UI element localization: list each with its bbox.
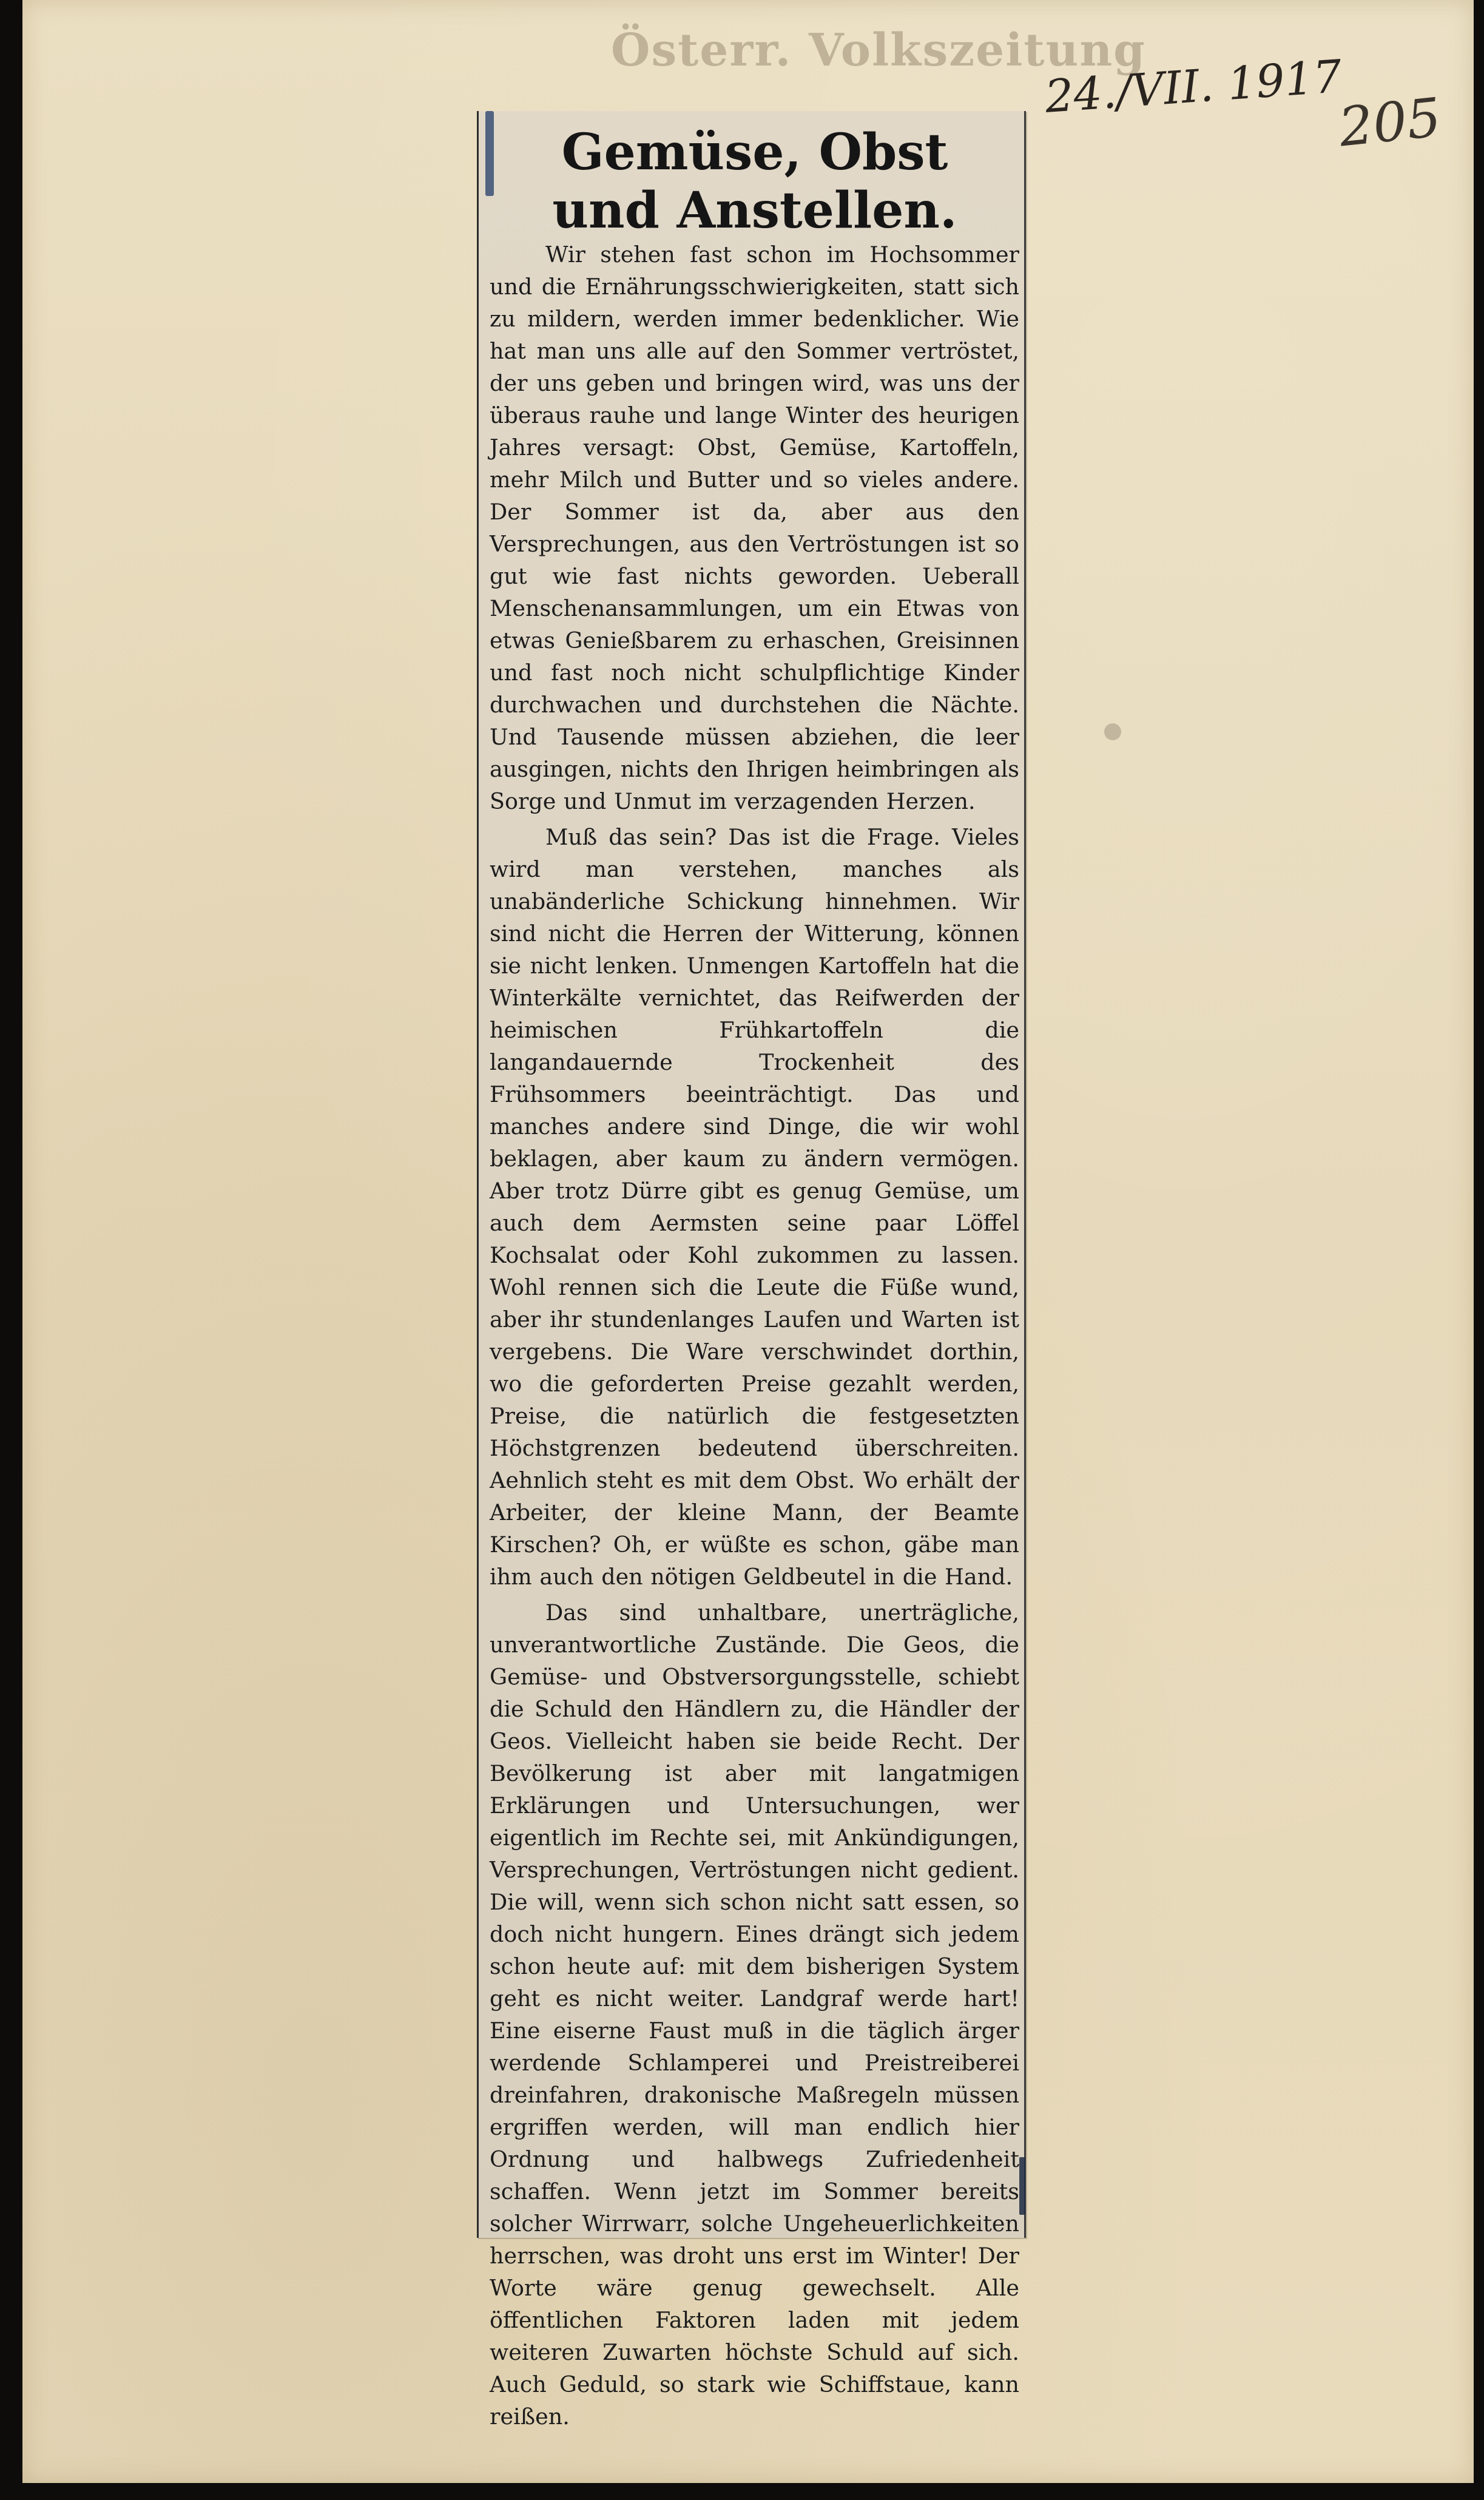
article-body: [479, 238, 1028, 2436]
article-paragraph-2: Muß das sein? Das ist die Frage. Vieles wird man verstehen, manches als unabänderliche Schickung hinnehmen. Wir sind nicht die Herren der Witterung, können sie nicht lenken. Unmengen Kartoffeln hat die Winterkälte vernichtet, das Reifwerden der heimischen Frühkartoffeln die langandauernde Trockenheit des Frühsommers beeinträchtigt. Das und manches andere sind Dinge, die wir wohl beklagen, aber kaum zu ändern vermögen. Aber trotz Dürre gibt es genug Gemüse, um auch dem Aermsten seine paar Löffel Kochsalat oder Kohl zukommen zu lassen. Wohl rennen sich die Leute die Füße wund, aber ihr stundenlanges Laufen und Warten ist vergebens. Die Ware verschwindet dorthin, wo die geforderten Preise gezahlt werden, Preise, die natürlich die festgesetzten Höchstgrenzen bedeutend überschreiten. Aehnlich steht es mit dem Obst. Wo erhält der Arbeiter, der kleine Mann, der Beamte Kirschen? Oh, er wüßte es schon, gäbe man ihm auch den nötigen Geldbeutel in die Hand.: [490, 824, 1019, 1590]
article-paragraph-1: Wir stehen fast schon im Hochsommer und die Ernährungsschwierigkeiten, statt sich zu mildern, werden immer bedenklicher. Wie hat man uns alle auf den Sommer vertröstet, der uns geben und bringen wird, was uns der überaus rauhe und lange Winter des heurigen Jahres versagt: Obst, Gemüse, Kartoffeln, mehr Milch und Butter und so vieles andere. Der Sommer ist da, aber aus den Versprechungen, aus den Vertröstungen ist so gut wie fast nichts geworden. Ueberall Menschenansammlungen, um ein Etwas von etwas Genießbarem zu erhaschen, Greisinnen und fast noch nicht schulpflichtige Kinder durchwachen und durchstehen die Nächte. Und Tausende müssen abziehen, die leer ausgingen, nichts den Ihrigen heimbringen als Sorge und Unmut im verzagenden Herzen.: [490, 242, 1019, 814]
article-paragraph-3: Das sind unhaltbare, unerträgliche, unverantwortliche Zustände. Die Geos, die Gemüse- und Obstversorgungsstelle, schiebt die Schuld den Händlern zu, die Händler der Geos. Vielleicht haben sie beide Recht. Der Bevölkerung ist aber mit langatmigen Erklärungen und Untersuchungen, wer eigentlich im Rechte sei, mit Ankündigungen, Versprechungen, Vertröstungen nicht gedient. Die will, wenn sich schon nicht satt essen, so doch nicht hungern. Eines drängt sich jedem schon heute auf: mit dem bisherigen System geht es nicht weiter. Landgraf werde hart! Eine eiserne Faust muß in die täglich ärger werdende Schlamperei und Preistreiberei dreinfahren, drakonische Maßregeln müssen ergriffen werden, will man endlich hier Ordnung und halbwegs Zufriedenheit schaffen. Wenn jetzt im Sommer bereits solcher Wirrwarr, solche Ungeheuerlichkeiten herrschen, was droht uns erst im Winter! Der Worte wäre genug gewechselt. Alle öffentlichen Faktoren laden mit jedem weiteren Zuwarten höchste Schuld auf sich. Auch Geduld, so stark wie Schiffstaue, kann reißen.: [490, 1600, 1019, 2430]
newspaper-clipping: [477, 111, 1026, 2430]
ink-margin-mark: [1019, 2157, 1025, 2215]
newspaper-source-stamp: Österr. Volkszeitung: [611, 24, 1146, 76]
handwritten-folio-number: 205: [1336, 86, 1444, 159]
article-title: Gemüse, Obst und Anstellen.: [552, 123, 957, 240]
paper-stain: [1104, 723, 1121, 740]
handwritten-date: 24./VII. 1917: [1043, 50, 1344, 123]
blue-pencil-mark: [485, 111, 494, 196]
